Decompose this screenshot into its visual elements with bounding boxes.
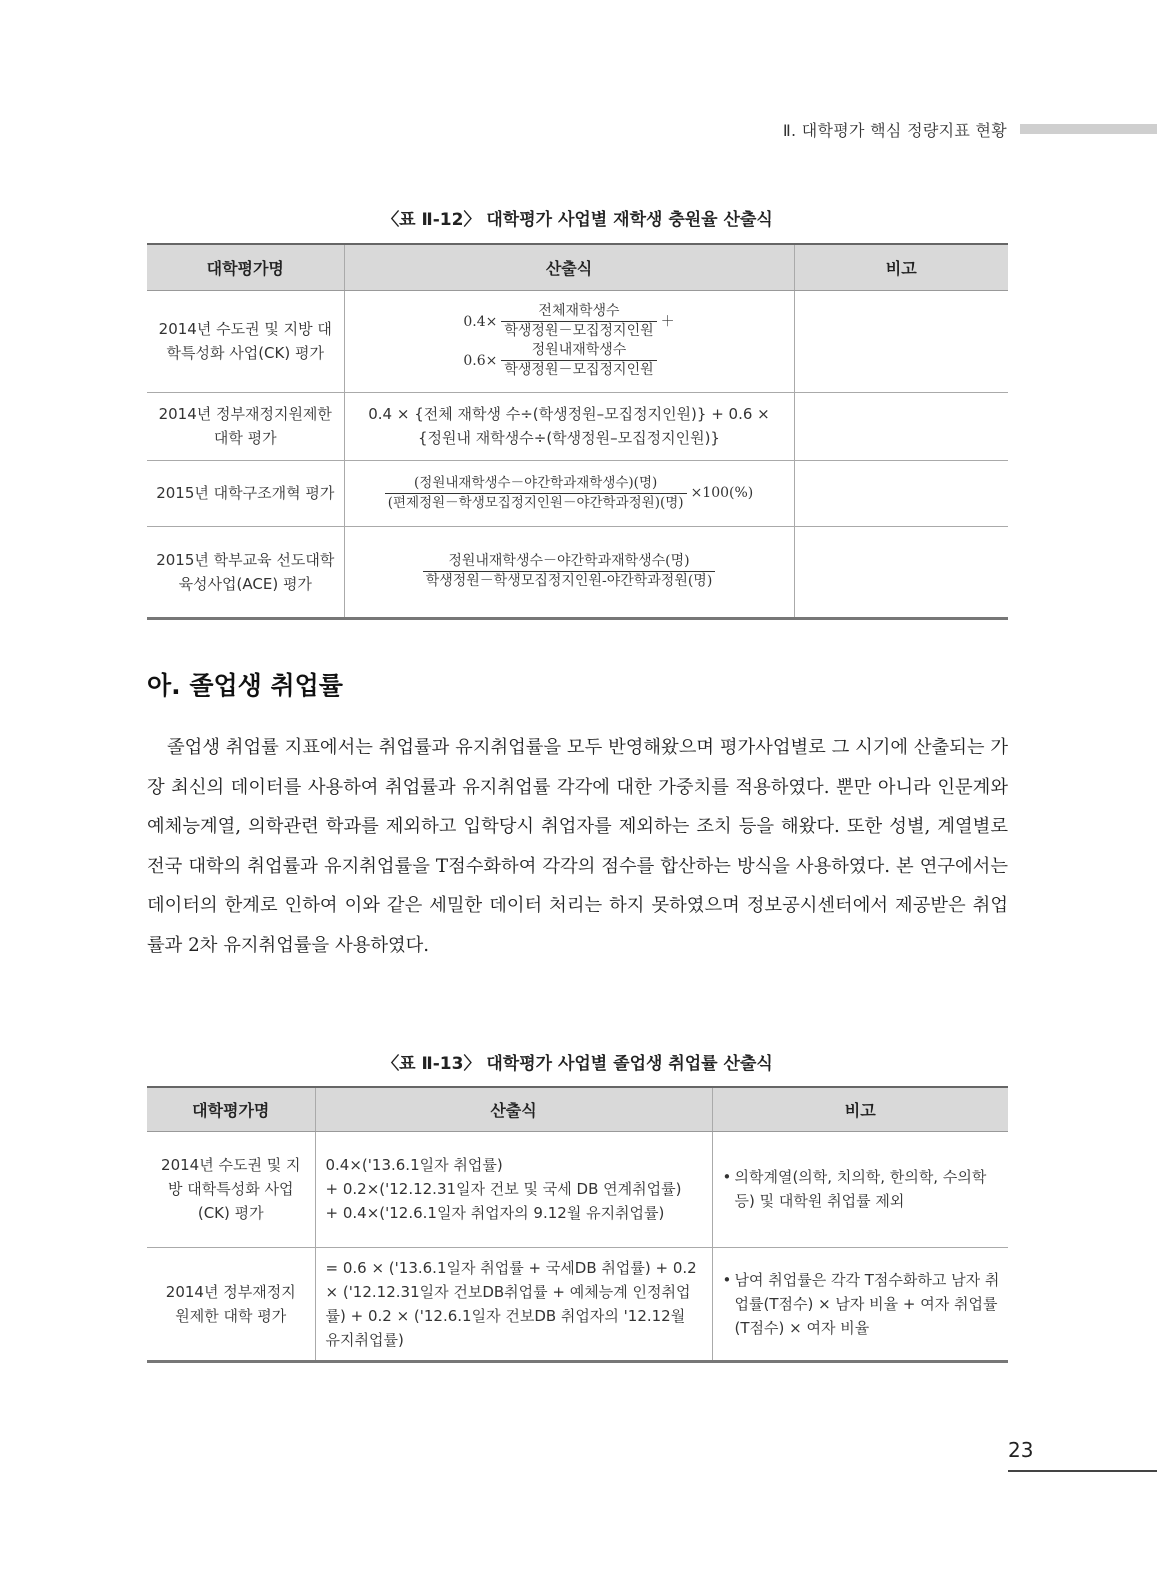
fraction-numerator: 정원내재학생수 <box>531 342 627 358</box>
note-list <box>721 1268 1003 1340</box>
table-row <box>147 290 1008 392</box>
table13-row1-name: 2014년 수도권 및 지방 대학특성화 사업(CK) 평가 <box>147 1131 315 1247</box>
table12-row4-note <box>794 526 1008 618</box>
table13-row1-note <box>712 1131 1008 1247</box>
table13-caption: 〈표 Ⅱ-13〉 대학평가 사업별 졸업생 취업률 산출식 <box>382 1054 773 1074</box>
table13-header-name: 대학평가명 <box>147 1087 315 1131</box>
fraction-numerator: 전체재학생수 <box>538 303 620 319</box>
table13-row2-name: 2014년 정부재정지원제한 대학 평가 <box>147 1247 315 1361</box>
page-number-rule <box>1008 1470 1157 1472</box>
table13-row2-formula: = 0.6 × ('13.6.1일자 취업률 + 국세DB 취업률) + 0.2 × ('12.12.31일자 건보DB취업률 + 예체능계 인정취업률) + 0.2 × ('12.6.1일자 건보DB 취업자의 '12.12월 유지취업률) <box>315 1247 712 1361</box>
formula-term-2 <box>351 341 788 380</box>
table12-row2-note <box>794 392 1008 460</box>
table-row <box>147 460 1008 526</box>
running-head <box>0 118 1157 142</box>
table12-row3-note <box>794 460 1008 526</box>
formula <box>351 552 788 591</box>
table12-row2-formula: 0.4 × {전체 재학생 수÷(학생정원–모집정지인원)} + 0.6 × {정원내 재학생수÷(학생정원–모집정지인원)} <box>344 392 794 460</box>
formula-line: + 0.2×('12.12.31일자 건보 및 국세 DB 연계취업률) <box>325 1180 682 1198</box>
coefficient: 0.4× <box>463 313 498 330</box>
coefficient: 0.6× <box>463 352 498 369</box>
formula-term-1 <box>351 302 788 341</box>
fraction <box>501 302 656 341</box>
table-row <box>147 1131 1008 1247</box>
table12-row3-formula <box>344 460 794 526</box>
table13-row1-formula <box>315 1131 712 1247</box>
table12-row4-name: 2015년 학부교육 선도대학 육성사업(ACE) 평가 <box>147 526 344 618</box>
table13-header-note: 비고 <box>712 1087 1008 1131</box>
table12-row1-formula <box>344 290 794 392</box>
fraction-numerator: (정원내재학생수－야간학과재학생수)(명) <box>414 474 658 491</box>
table12-row3-name: 2015년 대학구조개혁 평가 <box>147 460 344 526</box>
fraction-denominator: 학생정원－모집정지인원 <box>501 360 656 380</box>
formula <box>351 474 788 513</box>
fraction-denominator: 학생정원－학생모집정지인원-야간학과정원(명) <box>423 571 716 591</box>
table12-header-name: 대학평가명 <box>147 244 344 290</box>
table13-row2-note <box>712 1247 1008 1361</box>
table12-row1-name: 2014년 수도권 및 지방 대학특성화 사업(CK) 평가 <box>147 290 344 392</box>
section-title: 아. 졸업생 취업률 <box>147 671 343 700</box>
table-row <box>147 392 1008 460</box>
formula-line: 0.4×('13.6.1일자 취업률) <box>325 1156 503 1174</box>
fraction <box>385 474 687 513</box>
formula-line: + 0.4×('12.6.1일자 취업자의 9.12월 유지취업률) <box>325 1204 665 1222</box>
table12 <box>147 243 1008 620</box>
plus-sign: ＋ <box>660 313 675 330</box>
table-row <box>147 1247 1008 1361</box>
body-paragraph: 졸업생 취업률 지표에서는 취업률과 유지취업률을 모두 반영해왔으며 평가사업별로 그 시기에 산출되는 가장 최신의 데이터를 사용하여 취업률과 유지취업률 각각에 대한 가중치를 적용하였다. 뿐만 아니라 인문계와 예체능계열, 의학관련 학과를 제외하고 입학당시 취업자를 제외하는 조치 등을 해왔다. 또한 성별, 계열별로 전국 대학의 취업률과 유지취업률을 T점수화하여 각각의 점수를 합산하는 방식을 사용하였다. 본 연구에서는 데이터의 한계로 인하여 이와 같은 세밀한 데이터 처리는 하지 못하였으며 정보공시센터에서 제공받은 취업률과 2차 유지취업률을 사용하였다. <box>147 737 1008 956</box>
table12-caption: 〈표 Ⅱ-12〉 대학평가 사업별 재학생 충원율 산출식 <box>382 210 773 230</box>
table12-header-row <box>147 244 1008 290</box>
table13-header-formula: 산출식 <box>315 1087 712 1131</box>
fraction <box>501 341 656 380</box>
fraction-denominator: (편제정원－학생모집정지인원－야간학과정원)(명) <box>385 493 687 513</box>
table12-header-formula: 산출식 <box>344 244 794 290</box>
fraction-numerator: 정원내재학생수－야간학과재학생수(명) <box>448 553 690 569</box>
fraction-denominator: 학생정원－모집정지인원 <box>501 321 656 341</box>
table12-row1-note <box>794 290 1008 392</box>
running-head-bar <box>1020 124 1157 134</box>
multiplier: ×100(%) <box>690 485 754 501</box>
table12-row4-formula <box>344 526 794 618</box>
table-row <box>147 526 1008 618</box>
table12-header-note: 비고 <box>794 244 1008 290</box>
page-number: 23 <box>1008 1438 1034 1462</box>
note-list <box>721 1165 1003 1213</box>
table12-row2-name: 2014년 정부재정지원제한 대학 평가 <box>147 392 344 460</box>
note-item: • 의학계열(의학, 치의학, 한의학, 수의학 등) 및 대학원 취업률 제외 <box>735 1165 1003 1213</box>
table13-header-row <box>147 1087 1008 1131</box>
note-item: • 남여 취업률은 각각 T점수화하고 남자 취업률(T점수) × 남자 비율 + 여자 취업률(T점수) × 여자 비율 <box>735 1268 1003 1340</box>
running-head-text: Ⅱ. 대학평가 핵심 정량지표 현황 <box>782 121 1007 140</box>
fraction <box>423 552 716 591</box>
table13 <box>147 1086 1008 1363</box>
